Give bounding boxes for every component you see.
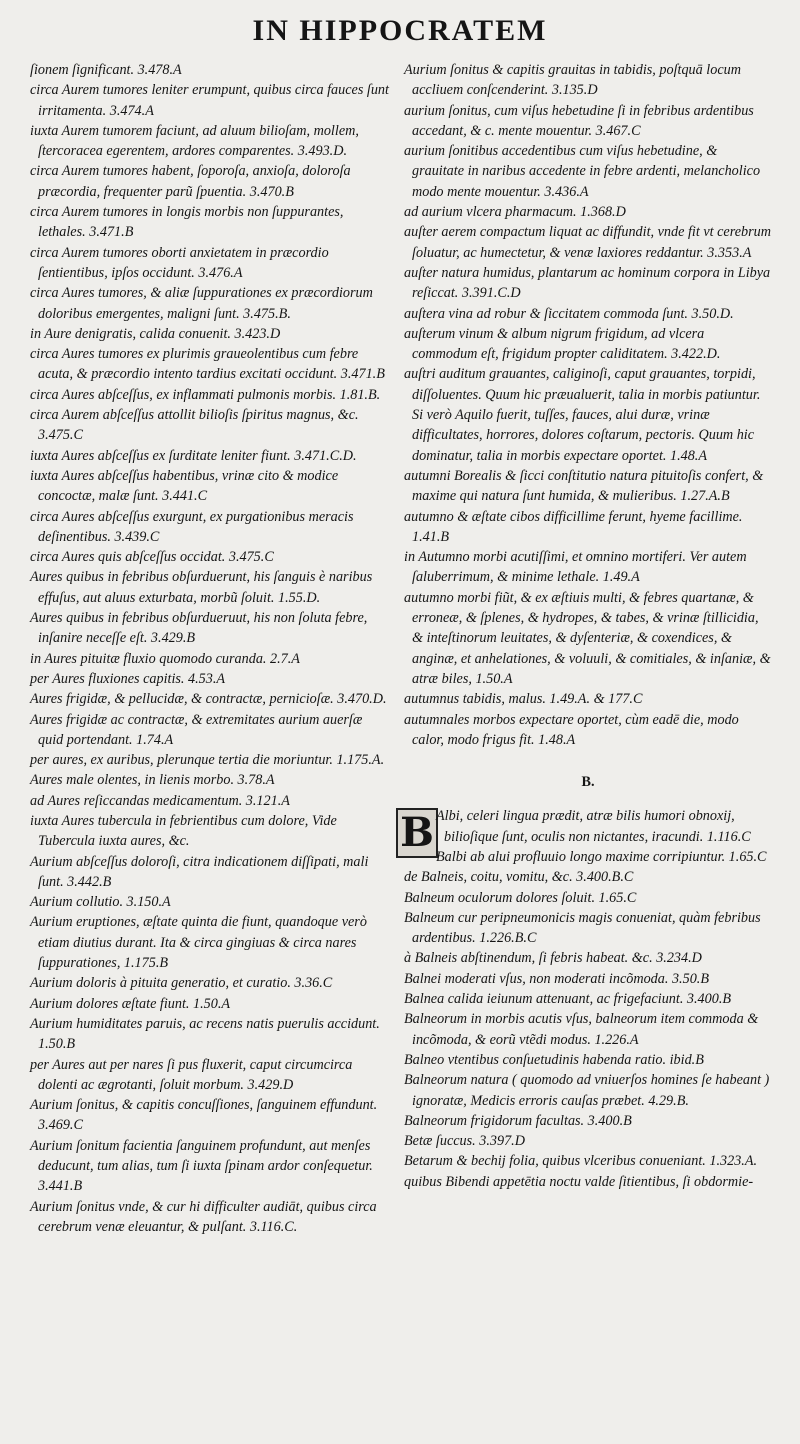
page-title: IN HIPPOCRATEM xyxy=(252,14,548,47)
index-entry: ad aurium vlcera pharmacum. 1.368.D xyxy=(404,204,626,221)
right-column xyxy=(400,60,772,1192)
index-entry: Balneorum in morbis acutis vſus, balneorum item commoda & incõmoda, & eorũ vtẽdi modus. 1.226.A xyxy=(404,1011,759,1048)
index-entry: Balbi ab alui profluuio longo maxime corripiuntur. 1.65.C xyxy=(436,848,767,865)
index-entry: in Autumno morbi acutiſſimi, et omnino mortiferi. Ver autem ſaluberrimum, & minime lethale. 1.49.A xyxy=(404,549,747,586)
index-entry: circa Aures tumores, & aliæ ſuppurationes ex præcordiorum doloribus emergentes, maligni ſunt. 3.475.B. xyxy=(30,285,373,322)
index-entry: Balneum oculorum dolores ſoluit. 1.65.C xyxy=(404,889,637,906)
index-entry: Balneorum natura ( quomodo ad vniuerſos homines ſe habeant ) ignoratæ, Medicis erroris cauſas præbet. 4.29.B. xyxy=(404,1072,770,1109)
index-entry: in Aures pituitæ fluxio quomodo curanda. 2.7.A xyxy=(30,650,300,667)
index-entry: ſionem ſignificant. 3.478.A xyxy=(30,62,182,78)
index-entry: in Aure denigratis, calida conuenit. 3.423.D xyxy=(30,325,281,342)
index-entry: autumno & æſtate cibos difficillime ferunt, hyeme facillime. 1.41.B xyxy=(404,508,743,545)
index-entry: aurium ſonitibus accedentibus cum viſus hebetudine, & grauitate in naribus accedente in febre ardenti, melancholico modo mente mouentur. 3.436.A xyxy=(404,143,761,200)
index-entry: circa Aures quis abſceſſus occidat. 3.475.C xyxy=(30,549,274,566)
index-entry: Balneorum frigidorum facultas. 3.400.B xyxy=(404,1112,632,1129)
index-entry: auſtri auditum grauantes, caliginoſi, caput grauantes, torpidi, diſſoluentes. Quum hic præualuerit, talia in morbis patiuntur. Si verò Aquilo fuerit, tuſſes, fauces, alui duræ, vrinæ difficultates, horrores, dolores coſtarum, pectoris. Quum hic dominatur, talia in morbis expectare oportet. 1.48.A xyxy=(404,366,761,464)
index-entry: Aures frigidæ ac contractæ, & extremitates aurium auerſæ quid portendant. 1.74.A xyxy=(30,711,363,748)
index-entry: Aures male olentes, in lienis morbo. 3.78.A xyxy=(30,772,275,789)
index-entry: circa Aurem tumores in longis morbis non ſuppurantes, lethales. 3.471.B xyxy=(30,204,344,241)
index-entry: auſtera vina ad robur & ſiccitatem commoda ſunt. 3.50.D. xyxy=(404,305,734,322)
right-column-b-entries xyxy=(404,806,772,1192)
index-entry: auſter natura humidus, plantarum ac hominum corpora in Libya reſiccat. 3.391.C.D xyxy=(404,264,771,302)
index-entry: Aures quibus in febribus obſurdueruut, his non ſoluta febre, inſanire neceſſe eſt. 3.429.B xyxy=(30,610,368,647)
index-entry: circa Aurem tumores habent, ſoporoſa, anxioſa, doloroſa præcordia, frequenter parũ ſpuentia. 3.470.B xyxy=(30,163,351,200)
index-entry: circa Aures abſceſſus, ex inflammati pulmonis morbis. 1.81.B. xyxy=(30,386,381,403)
index-entry: Aurium abſceſſus doloroſi, citra indicationem diſſipati, mali ſunt. 3.442.B xyxy=(30,853,369,890)
index-entry: per Aures fluxiones capitis. 4.53.A xyxy=(30,670,226,687)
index-entry: à Balneis abſtinendum, ſi febris habeat. &c. 3.234.D xyxy=(404,950,702,967)
index-entry: quibus Bibendi appetētia noctu valde ſitientibus, ſi obdormie- xyxy=(404,1173,754,1190)
index-entry: Betæ ſuccus. 3.397.D xyxy=(404,1133,525,1150)
index-entry: per aures, ex auribus, plerunque tertia die moriuntur. 1.175.A. xyxy=(30,752,385,769)
index-entry: circa Aurem tumores leniter erumpunt, quibus circa fauces ſunt irritamenta. 3.474.A xyxy=(30,82,389,119)
dropcap-ornament: B xyxy=(396,808,438,858)
index-entry: iuxta Aures abſceſſus ex ſurditate leniter fiunt. 3.471.C.D. xyxy=(30,447,357,464)
index-entry: autumni Borealis & ſicci conſtitutio natura pituitoſis confert, & maxime qui natura ſunt humida, & mulieribus. 1.27.A.B xyxy=(404,467,764,505)
index-entry: Balneum cur peripneumonicis magis conueniat, quàm febribus ardentibus. 1.226.B.C xyxy=(404,909,761,947)
index-entry: Balnei moderati vſus, non moderati incõmoda. 3.50.B xyxy=(404,970,709,987)
index-entry: Aurium ſonitum facientia ſanguinem profundunt, aut menſes deducunt, tum alias, tum ſi iuxta ſpinam ardor conſequetur. 3.441.B xyxy=(30,1137,373,1195)
index-entry: circa Aures tumores ex plurimis graueolentibus cum febre acuta, & præcordio intento tardius excitati occidunt. 3.471.B xyxy=(30,346,385,383)
index-entry: Aurium doloris à pituita generatio, et curatio. 3.36.C xyxy=(30,975,333,992)
right-column-a-entries xyxy=(404,60,772,750)
index-entry: iuxta Aures abſceſſus habentibus, vrinæ cito & modice concoctæ, malæ ſunt. 3.441.C xyxy=(30,467,339,505)
index-entry: Aurium collutio. 3.150.A xyxy=(30,894,171,911)
index-entry: Albi, celeri lingua prædit, atræ bilis humori obnoxij, bilioſique ſunt, oculis non nictantes, iracundi. 1.116.C xyxy=(436,808,751,845)
index-entry: Balneo vtentibus conſuetudinis habenda ratio. ibid.B xyxy=(404,1051,704,1068)
index-entry: Aurium ſonitus vnde, & cur hi difficulter audiāt, quibus circa cerebrum venæ eleuantur, & pulſant. 3.116.C. xyxy=(30,1198,377,1235)
index-entry: Aurium ſonitus, & capitis concuſſiones, ſanguinem effundunt. 3.469.C xyxy=(30,1097,378,1134)
index-entry: autumnus tabidis, malus. 1.49.A. & 177.C xyxy=(404,691,643,708)
index-entry: aurium ſonitus, cum viſus hebetudine ſi in febribus ardentibus accedant, & c. mente mouentur. 3.467.C xyxy=(404,102,754,139)
index-entry: autumnales morbos expectare oportet, cùm eadē die, modo calor, modo frigus fit. 1.48.A xyxy=(404,711,739,748)
index-entry: Aures frigidæ, & pellucidæ, & contractæ, pernicioſæ. 3.470.D. xyxy=(30,691,387,708)
index-entry: circa Aurem abſceſſus attollit bilioſis ſpiritus magnus, &c. 3.475.C xyxy=(30,407,359,444)
section-heading: B. xyxy=(581,774,595,791)
index-entry: Balnea calida ieiunum attenuant, ac frigefaciunt. 3.400.B xyxy=(404,991,732,1008)
index-entry: per Aures aut per nares ſi pus fluxerit, caput circumcirca dolenti ac ægrotanti, ſoluit morbum. 3.429.D xyxy=(30,1056,353,1093)
left-column xyxy=(30,60,390,1237)
index-entry: circa Aures abſceſſus exurgunt, ex purgationibus meracis deſinentibus. 3.439.C xyxy=(30,508,354,545)
index-entry: auſter aerem compactum liquat ac diffundit, vnde fit vt cerebrum ſoluatur, ac humectetur, & venæ laxiores reddantur. 3.353.A xyxy=(404,224,771,261)
index-entry: Aurium eruptiones, æſtate quinta die fiunt, quandoque verò etiam diutius durant. Ita & circa gingiuas & circa nares ſuppurationes, 1.175.B xyxy=(30,914,367,972)
index-entry: de Balneis, coitu, vomitu, &c. 3.400.B.C xyxy=(404,869,634,886)
index-entry: Betarum & bechij folia, quibus vlceribus conueniant. 1.323.A. xyxy=(404,1153,758,1170)
index-entry: circa Aurem tumores oborti anxietatem in præcordio ſentientibus, ipſos occidunt. 3.476.A xyxy=(30,244,329,281)
index-entry: iuxta Aurem tumorem faciunt, ad aluum bilioſam, mollem, ſtercoracea egerentem, ardores comparentes. 3.493.D. xyxy=(30,122,359,160)
index-entry: Aurium ſonitus & capitis grauitas in tabidis, poſtquā locum accliuem conſcenderint. 3.135.D xyxy=(404,62,741,99)
index-entry: Aurium dolores æſtate fiunt. 1.50.A xyxy=(30,995,231,1012)
index-entry: Aures quibus in febribus obſurduerunt, his ſanguis è naribus effuſus, aut aluus exturbata, morbũ ſoluit. 1.55.D. xyxy=(30,569,373,606)
index-entry: ad Aures reſiccandas medicamentum. 3.121.A xyxy=(30,792,290,809)
index-entry: auſterum vinum & album nigrum frigidum, ad vlcera commodum eſt, frigidum propter caliditatem. 3.422.D. xyxy=(404,325,721,363)
index-entry: Aurium humiditates paruis, ac recens natis puerulis accidunt. 1.50.B xyxy=(30,1015,380,1053)
index-entry: autumno morbi fiũt, & ex æſtiuis multi, & febres quartanæ, & erroneæ, & ſplenes, & hydropes, & tabes, & vrinæ ſtillicidia, & inteſtinorum leuitates, & dyſenteriæ, & coxendices, & anginæ, et anhelationes, & voluuli, & comitiales, & inſaniæ, & atræ biles, 1.50.A xyxy=(404,589,771,687)
index-entry: iuxta Aures tubercula in febrientibus cum dolore, Vide Tubercula iuxta aures, &c. xyxy=(30,812,337,850)
